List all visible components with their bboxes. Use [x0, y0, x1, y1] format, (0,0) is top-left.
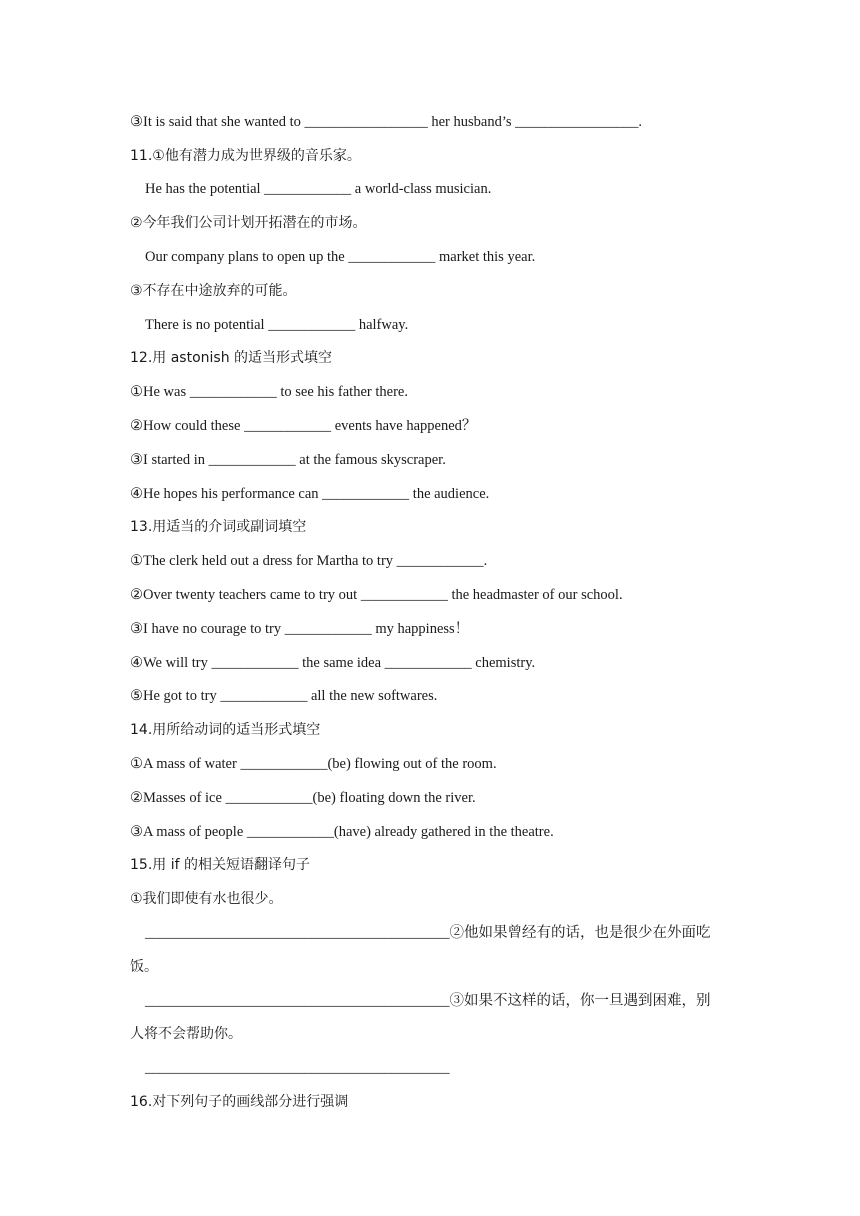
- q15-prompt-1: ①我们即使有水也很少。: [130, 891, 283, 907]
- q13-item-2: ②Over twenty teachers came to try out ____________ the headmaster of our school.: [130, 587, 623, 603]
- q15-prompt-2-cont: 饭。: [130, 959, 158, 975]
- q16-heading: 16.对下列句子的画线部分进行强调: [130, 1094, 349, 1110]
- q12-item-3: ③I started in ____________ at the famous skyscraper.: [130, 452, 446, 468]
- q15-answer-3: __________________________________________: [145, 1060, 450, 1076]
- q11-sentence-1: He has the potential ____________ a world-class musician.: [145, 181, 492, 197]
- q14-item-1: ①A mass of water ____________(be) flowing out of the room.: [130, 756, 497, 772]
- q10-line-3: ③It is said that she wanted to _________________ her husband’s _________________.: [130, 114, 642, 130]
- q15-answer-1-and-prompt-2: __________________________________________②他如果曾经有的话，也是很少在外面吃: [145, 925, 711, 941]
- q13-heading: 13.用适当的介词或副词填空: [130, 519, 307, 535]
- q15-prompt-3-cont: 人将不会帮助你。: [130, 1026, 242, 1042]
- q13-item-5: ⑤He got to try ____________ all the new softwares.: [130, 688, 438, 704]
- q15-heading: 15.用 if 的相关短语翻译句子: [130, 857, 310, 873]
- q12-heading: 12.用 astonish 的适当形式填空: [130, 350, 333, 366]
- q11-sentence-2: Our company plans to open up the ____________ market this year.: [145, 249, 536, 265]
- q12-item-4: ④He hopes his performance can ____________ the audience.: [130, 486, 490, 502]
- q15-answer-2-and-prompt-3: __________________________________________③如果不这样的话，你一旦遇到困难，别: [145, 993, 711, 1009]
- q13-item-3: ③I have no courage to try ____________ my happiness！: [130, 621, 470, 637]
- q11-sentence-3: There is no potential ____________ halfway.: [145, 317, 409, 333]
- q12-item-2: ②How could these ____________ events have happened？: [130, 418, 477, 434]
- q14-item-3: ③A mass of people ____________(have) already gathered in the theatre.: [130, 824, 554, 840]
- q14-item-2: ②Masses of ice ____________(be) floating down the river.: [130, 790, 476, 806]
- q14-heading: 14.用所给动词的适当形式填空: [130, 722, 321, 738]
- q11-prompt-2: ②今年我们公司计划开拓潜在的市场。: [130, 215, 367, 231]
- q13-item-4: ④We will try ____________ the same idea ____________ chemistry.: [130, 655, 536, 671]
- q13-item-1: ①The clerk held out a dress for Martha to try ____________.: [130, 553, 488, 569]
- q11-heading: 11.①他有潜力成为世界级的音乐家。: [130, 148, 361, 164]
- q11-prompt-3: ③不存在中途放弃的可能。: [130, 283, 297, 299]
- q12-item-1: ①He was ____________ to see his father there.: [130, 384, 408, 400]
